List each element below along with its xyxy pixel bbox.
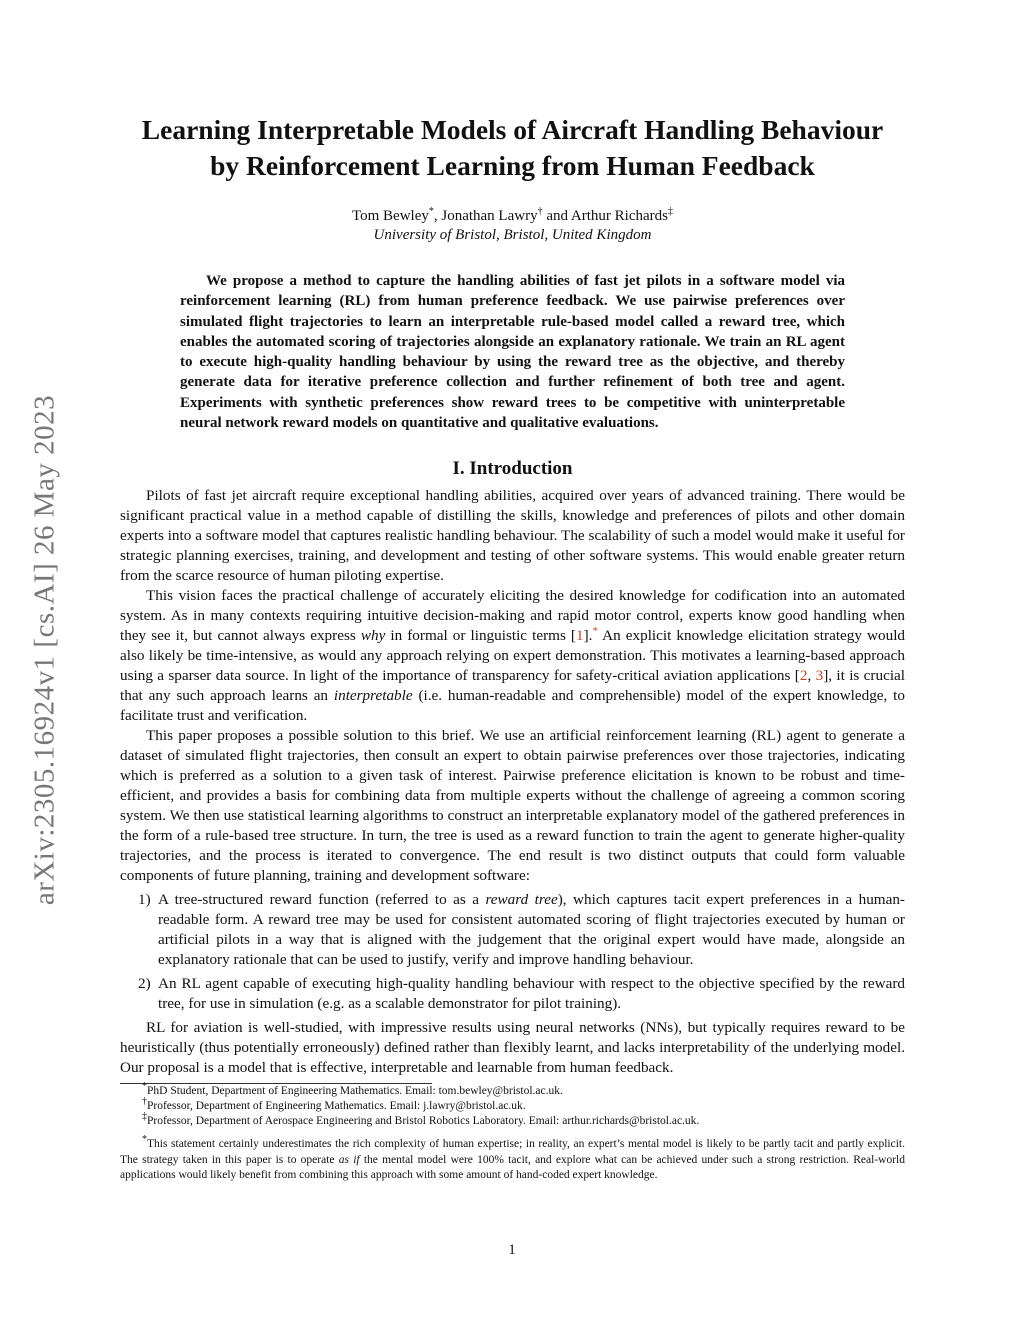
emphasis: as if <box>338 1153 360 1166</box>
author-separator: and <box>542 208 571 224</box>
citation-link[interactable]: 2 <box>799 667 808 685</box>
footnote-star <box>120 1134 905 1184</box>
intro-paragraph-3: This paper proposes a possible solution to this brief. We use an artificial reinforcement learning (RL) agent to generate a dataset of simulated flight trajectories, then consult an expert to obtain pairwise preferences over those trajectories, indicating which is preferred as a solution to a given task of interest. Pairwise preference elicitation is known to be robust and time-efficient, and provides a basis for combining data from multiple experts without the challenge of agreeing a common scoring system. We then use statistical learning algorithms to construct an interpretable explanatory model of the gathered preferences in the form of a rule-based tree structure. In turn, the tree is used as a reward function to train the agent to generate higher-quality trajectories, and the process is iterated to convergence. The end result is two distinct outputs that could form valuable components of future planning, training and development software: <box>120 727 905 885</box>
paper-page <box>120 112 905 1184</box>
intro-paragraph-4: RL for aviation is well-studied, with impressive results using neural networks (NNs), but typically requires reward to be heuristically (thus potentially erroneously) defined rather than flexibly learnt, and lacks interpretability of the underlying model. Our proposal is a model that is effective, interpretable and learnable from human feedback. <box>120 1019 905 1077</box>
footnote-link[interactable]: * <box>592 625 598 638</box>
list-item <box>120 974 905 1014</box>
author-separator: , <box>433 208 442 224</box>
footnote <box>120 1081 905 1099</box>
text-run: , <box>807 667 816 685</box>
text-run: This statement certainly underestimates the rich complexity of human expertise; in reality, an expert’s mental model is likely to be partly tacit and partly explicit. The strategy taken in this paper is to operate <box>120 1138 905 1166</box>
text-run: An RL agent capable of executing high-quality handling behaviour with respect to the objective specified by the reward tree, for use in simulation (e.g. as a scalable demonstrator for pilot training). <box>158 975 905 1013</box>
author-name: Tom Bewley <box>352 208 429 224</box>
arxiv-stamp <box>30 352 60 947</box>
emphasis: reward tree <box>485 891 558 909</box>
section-heading: I. Introduction <box>452 458 573 480</box>
author-name: Jonathan Lawry <box>441 208 538 224</box>
abstract: We propose a method to capture the handling abilities of fast jet pilots in a software model via reinforcement learning (RL) from human preference feedback. We use pairwise preferences over simulated flight trajectories to learn an interpretable rule-based model called a reward tree, which enables the automated scoring of trajectories alongside an explanatory rationale. We train an RL agent to execute high-quality handling behaviour by using the reward tree as the objective, and thereby generate data for iterative preference collection and further refinement of both tree and agent. Experiments with synthetic preferences show reward trees to be competitive with uninterpretable neural network reward models on quantitative and qualitative evaluations. <box>180 273 845 432</box>
text-run: (i.e. human-readable and comprehensible) model of the expert knowledge, to facilitate trust and verification. <box>120 687 906 725</box>
text-run: ]. <box>583 627 593 645</box>
text-run: An explicit knowledge elicitation strategy would also likely be time-intensive, as would any approach relying on expert demonstration. This motivates a learning-based approach using a sparser data source. In light of the importance of transparency for safety-critical aviation applications [ <box>120 627 906 685</box>
arxiv-stamp-text: arXiv:2305.16924v1 [cs.AI] 26 May 2023 <box>28 394 61 905</box>
text-run: ), which captures tacit expert preferences in a human-readable form. A reward tree may be used for consistent automated scoring of flight trajectories executed by human or artificial pilots in a way that is aligned with the judgement that the original expert would have made, alongside an explanatory rationale that can be used to justify, verify and improve handling behaviour. <box>158 891 905 969</box>
author-mark: * <box>428 206 434 217</box>
author-name: Arthur Richards <box>570 208 668 224</box>
footnote-text: PhD Student, Department of Engineering Mathematics. Email: tom.bewley@bristol.ac.uk. <box>147 1085 563 1098</box>
citation-link[interactable]: 3 <box>815 667 824 685</box>
affiliation: University of Bristol, Bristol, United Kingdom <box>373 227 652 243</box>
author-mark: ‡ <box>667 206 673 217</box>
emphasis: interpretable <box>333 687 413 705</box>
footnote-mark: ‡ <box>142 1111 147 1123</box>
intro-paragraph-2 <box>120 586 905 726</box>
citation-link[interactable]: 1 <box>575 627 584 645</box>
text-run: This vision faces the practical challenge of accurately eliciting the desired knowledge for codification into an automated system. As in many contexts requiring intuitive decision-making and rapid motor control, experts know good handling when they see it, but cannot always express <box>120 587 905 645</box>
emphasis: why <box>360 627 386 645</box>
paper-title <box>120 112 905 184</box>
text-run: A tree-structured reward function (referred to as a <box>158 891 486 909</box>
title-line-2: by Reinforcement Learning from Human Feedback <box>210 150 815 181</box>
author-list <box>120 206 905 226</box>
footnote-mark: † <box>142 1096 147 1108</box>
footnote-mark: * <box>142 1134 147 1146</box>
list-item <box>120 890 905 970</box>
footnote <box>120 1096 905 1114</box>
footnote <box>120 1111 905 1129</box>
footnote-text: Professor, Department of Aerospace Engineering and Bristol Robotics Laboratory. Email: arthur.richards@bristol.ac.uk. <box>147 1115 700 1128</box>
text-run: the mental model were 100% tacit, and explore what can be achieved under such a strong restriction. Real-world applications would likely benefit from combining this approach with some amount of hand-coded expert knowledge. <box>120 1153 905 1182</box>
text-run: in formal or linguistic terms [ <box>385 627 576 645</box>
title-line-1: Learning Interpretable Models of Aircraft Handling Behaviour <box>141 114 884 145</box>
outputs-list <box>120 890 905 1014</box>
list-number: 1) <box>138 891 151 909</box>
intro-paragraph-1: Pilots of fast jet aircraft require exceptional handling abilities, acquired over years of advanced training. There would be significant practical value in a method capable of distilling the skills, knowledge and preferences of pilots and other domain experts into a software model that captures realistic handling behaviour. The scalability of such a model would make it useful for strategic planning exercises, training, and development and testing of other software systems. This would enable greater return from the scarce resource of human piloting expertise. <box>120 487 905 585</box>
footnote-mark: * <box>142 1081 147 1093</box>
text-run: ], it is crucial that any such approach learns an <box>120 667 905 705</box>
author-mark: † <box>537 206 543 217</box>
list-number: 2) <box>138 975 151 993</box>
page-number: 1 <box>508 1242 516 1258</box>
footnote-text: Professor, Department of Engineering Mathematics. Email: j.lawry@bristol.ac.uk. <box>147 1100 526 1113</box>
